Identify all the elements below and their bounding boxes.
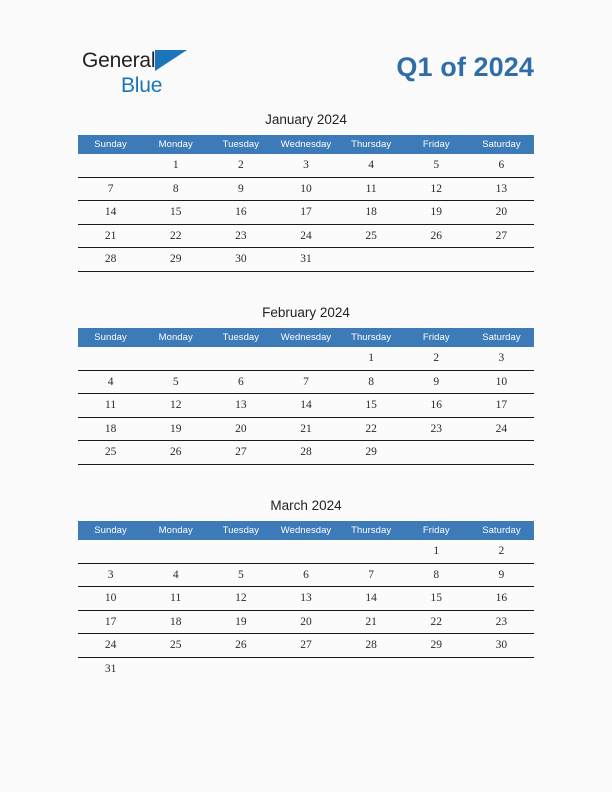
day-cell[interactable]: 23	[404, 417, 469, 441]
month-block-january	[78, 112, 534, 272]
day-cell[interactable]: 21	[273, 417, 338, 441]
day-cell[interactable]	[143, 347, 208, 370]
calendar-table-january	[78, 135, 534, 272]
day-cell[interactable]: 20	[208, 417, 273, 441]
day-cell[interactable]	[339, 248, 404, 272]
page-header	[78, 44, 534, 102]
day-cell[interactable]: 23	[208, 224, 273, 248]
weekday-header-saturday: Saturday	[469, 521, 534, 540]
weekday-header-thursday: Thursday	[339, 521, 404, 540]
week-row	[78, 441, 534, 465]
day-cell[interactable]: 5	[208, 563, 273, 587]
day-cell[interactable]: 3	[273, 154, 338, 177]
day-cell[interactable]	[208, 347, 273, 370]
logo-word-general: General	[82, 49, 156, 72]
day-cell[interactable]: 26	[143, 441, 208, 465]
page-title: Q1 of 2024	[396, 52, 534, 82]
day-cell[interactable]	[143, 657, 208, 680]
day-cell[interactable]: 24	[273, 224, 338, 248]
day-cell[interactable]: 12	[208, 587, 273, 611]
day-cell[interactable]: 16	[469, 587, 534, 611]
day-cell[interactable]: 16	[208, 201, 273, 225]
day-cell[interactable]: 10	[78, 587, 143, 611]
day-cell[interactable]: 28	[78, 248, 143, 272]
weekday-header-friday: Friday	[404, 328, 469, 347]
day-cell[interactable]: 8	[404, 563, 469, 587]
day-cell[interactable]	[404, 248, 469, 272]
week-row	[78, 370, 534, 394]
day-cell[interactable]: 7	[273, 370, 338, 394]
day-cell[interactable]: 17	[273, 201, 338, 225]
weekday-header-friday: Friday	[404, 521, 469, 540]
month-title: January 2024	[265, 112, 347, 127]
day-cell[interactable]: 19	[208, 610, 273, 634]
day-cell[interactable]	[339, 657, 404, 680]
day-cell[interactable]: 14	[273, 394, 338, 418]
day-cell[interactable]	[273, 657, 338, 680]
day-cell[interactable]: 3	[469, 347, 534, 370]
day-cell[interactable]: 18	[78, 417, 143, 441]
day-cell[interactable]: 21	[339, 610, 404, 634]
weekday-header-sunday: Sunday	[78, 328, 143, 347]
weekday-header-monday: Monday	[143, 135, 208, 154]
month-block-february	[78, 305, 534, 465]
calendar-body-march	[78, 540, 534, 680]
day-cell[interactable]	[273, 347, 338, 370]
week-row	[78, 201, 534, 225]
week-row	[78, 657, 534, 680]
day-cell[interactable]: 1	[404, 540, 469, 563]
day-cell[interactable]: 6	[469, 154, 534, 177]
week-row	[78, 248, 534, 272]
day-cell[interactable]: 4	[339, 154, 404, 177]
weekday-header-sunday: Sunday	[78, 135, 143, 154]
day-cell[interactable]: 15	[143, 201, 208, 225]
day-cell[interactable]: 6	[273, 563, 338, 587]
weekday-header-wednesday: Wednesday	[273, 328, 338, 347]
logo-line-two	[82, 74, 282, 100]
calendar-table-february	[78, 328, 534, 465]
day-cell[interactable]: 19	[404, 201, 469, 225]
weekday-header-row	[78, 135, 534, 154]
day-cell[interactable]: 27	[469, 224, 534, 248]
day-cell[interactable]: 13	[273, 587, 338, 611]
day-cell[interactable]: 8	[143, 177, 208, 201]
day-cell[interactable]: 30	[469, 634, 534, 658]
day-cell[interactable]	[273, 540, 338, 563]
calendar-table-march	[78, 521, 534, 680]
day-cell[interactable]: 24	[469, 417, 534, 441]
week-row	[78, 177, 534, 201]
day-cell[interactable]: 25	[339, 224, 404, 248]
week-row	[78, 154, 534, 177]
day-cell[interactable]: 29	[404, 634, 469, 658]
month-block-march	[78, 498, 534, 680]
day-cell[interactable]: 28	[273, 441, 338, 465]
triangle-icon	[155, 50, 187, 71]
weekday-header-thursday: Thursday	[339, 135, 404, 154]
day-cell[interactable]: 22	[143, 224, 208, 248]
day-cell[interactable]	[208, 657, 273, 680]
day-cell[interactable]	[339, 540, 404, 563]
logo-line-one	[82, 48, 282, 74]
day-cell[interactable]	[78, 347, 143, 370]
day-cell[interactable]	[143, 540, 208, 563]
day-cell[interactable]	[78, 154, 143, 177]
day-cell[interactable]: 4	[78, 370, 143, 394]
day-cell[interactable]: 29	[339, 441, 404, 465]
day-cell[interactable]: 30	[208, 248, 273, 272]
day-cell[interactable]: 24	[78, 634, 143, 658]
month-title: March 2024	[270, 498, 342, 513]
day-cell[interactable]: 20	[273, 610, 338, 634]
week-row	[78, 540, 534, 563]
week-row	[78, 563, 534, 587]
day-cell[interactable]	[78, 540, 143, 563]
weekday-header-monday: Monday	[143, 328, 208, 347]
day-cell[interactable]: 13	[469, 177, 534, 201]
day-cell[interactable]: 5	[143, 370, 208, 394]
week-row	[78, 417, 534, 441]
day-cell[interactable]: 18	[339, 201, 404, 225]
day-cell[interactable]: 9	[404, 370, 469, 394]
weekday-header-row	[78, 328, 534, 347]
week-row	[78, 587, 534, 611]
day-cell[interactable]: 7	[78, 177, 143, 201]
day-cell[interactable]: 11	[78, 394, 143, 418]
day-cell[interactable]: 23	[469, 610, 534, 634]
day-cell[interactable]: 10	[469, 370, 534, 394]
weekday-header-wednesday: Wednesday	[273, 135, 338, 154]
day-cell[interactable]: 3	[78, 563, 143, 587]
day-cell[interactable]: 17	[78, 610, 143, 634]
day-cell[interactable]: 9	[208, 177, 273, 201]
day-cell[interactable]: 26	[208, 634, 273, 658]
day-cell[interactable]: 15	[339, 394, 404, 418]
week-row	[78, 224, 534, 248]
day-cell[interactable]: 12	[404, 177, 469, 201]
day-cell[interactable]: 17	[469, 394, 534, 418]
day-cell[interactable]: 18	[143, 610, 208, 634]
day-cell[interactable]: 25	[78, 441, 143, 465]
day-cell[interactable]: 9	[469, 563, 534, 587]
week-row	[78, 394, 534, 418]
weekday-header-tuesday: Tuesday	[208, 328, 273, 347]
weekday-header-wednesday: Wednesday	[273, 521, 338, 540]
day-cell[interactable]: 22	[404, 610, 469, 634]
day-cell[interactable]	[208, 540, 273, 563]
day-cell[interactable]: 13	[208, 394, 273, 418]
month-title: February 2024	[262, 305, 350, 320]
calendar-body-february	[78, 347, 534, 464]
day-cell[interactable]: 12	[143, 394, 208, 418]
day-cell[interactable]: 2	[404, 347, 469, 370]
day-cell[interactable]: 14	[78, 201, 143, 225]
day-cell[interactable]: 5	[404, 154, 469, 177]
day-cell[interactable]: 2	[469, 540, 534, 563]
general-blue-logo	[82, 48, 282, 100]
day-cell[interactable]: 26	[404, 224, 469, 248]
logo-word-blue: Blue	[121, 74, 163, 97]
day-cell[interactable]	[469, 248, 534, 272]
day-cell[interactable]: 27	[273, 634, 338, 658]
day-cell[interactable]: 10	[273, 177, 338, 201]
day-cell[interactable]: 2	[208, 154, 273, 177]
day-cell[interactable]: 11	[339, 177, 404, 201]
week-row	[78, 610, 534, 634]
day-cell[interactable]	[404, 441, 469, 465]
day-cell[interactable]: 22	[339, 417, 404, 441]
day-cell[interactable]: 4	[143, 563, 208, 587]
day-cell[interactable]: 16	[404, 394, 469, 418]
day-cell[interactable]: 28	[339, 634, 404, 658]
weekday-header-tuesday: Tuesday	[208, 135, 273, 154]
day-cell[interactable]: 25	[143, 634, 208, 658]
day-cell[interactable]: 8	[339, 370, 404, 394]
day-cell[interactable]: 27	[208, 441, 273, 465]
day-cell[interactable]: 1	[143, 154, 208, 177]
weekday-header-sunday: Sunday	[78, 521, 143, 540]
weekday-header-saturday: Saturday	[469, 328, 534, 347]
day-cell[interactable]: 31	[273, 248, 338, 272]
week-row	[78, 634, 534, 658]
day-cell[interactable]	[404, 657, 469, 680]
weekday-header-monday: Monday	[143, 521, 208, 540]
day-cell[interactable]: 14	[339, 587, 404, 611]
day-cell[interactable]: 20	[469, 201, 534, 225]
calendar-body-january	[78, 154, 534, 271]
weekday-header-thursday: Thursday	[339, 328, 404, 347]
day-cell[interactable]: 29	[143, 248, 208, 272]
day-cell[interactable]: 7	[339, 563, 404, 587]
weekday-header-friday: Friday	[404, 135, 469, 154]
week-row	[78, 347, 534, 370]
day-cell[interactable]: 19	[143, 417, 208, 441]
day-cell[interactable]: 6	[208, 370, 273, 394]
day-cell[interactable]: 31	[104, 662, 117, 675]
weekday-header-tuesday: Tuesday	[208, 521, 273, 540]
day-cell[interactable]: 21	[78, 224, 143, 248]
day-cell[interactable]	[469, 657, 534, 680]
day-cell[interactable]: 15	[404, 587, 469, 611]
day-cell[interactable]: 1	[339, 347, 404, 370]
weekday-header-row	[78, 521, 534, 540]
day-cell[interactable]	[469, 441, 534, 465]
day-cell[interactable]: 11	[143, 587, 208, 611]
weekday-header-saturday: Saturday	[469, 135, 534, 154]
